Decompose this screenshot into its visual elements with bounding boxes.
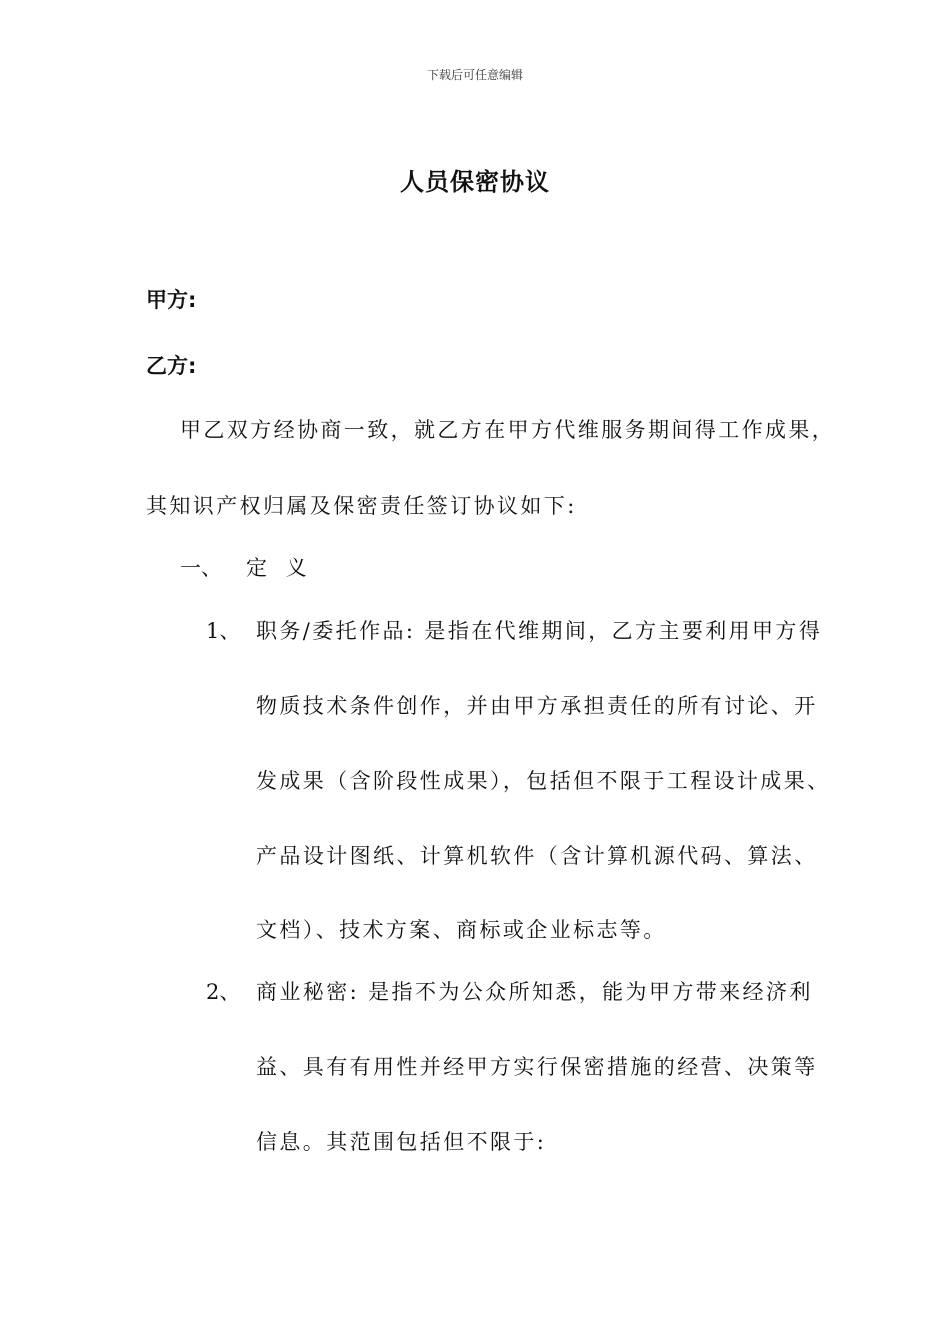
header-note: 下载后可任意编辑 bbox=[426, 68, 523, 82]
item-1-line-5: 文档）、技术方案、商标或企业标志等。 bbox=[256, 918, 667, 942]
item-1-line-4: 产品设计图纸、计算机软件（含计算机源代码、算法、 bbox=[256, 844, 818, 868]
item-1-line-3: 发成果（含阶段性成果），包括但不限于工程设计成果、 bbox=[256, 769, 831, 793]
item-1-number: 1、 bbox=[206, 619, 241, 643]
section-1-number: 一、 bbox=[180, 556, 222, 580]
item-2-number: 2、 bbox=[206, 980, 241, 1004]
party-a-label: 甲方: bbox=[146, 288, 197, 312]
document-title: 人员保密协议 bbox=[400, 168, 550, 196]
party-b-label: 乙方: bbox=[146, 354, 197, 378]
item-2-line-1: 商业秘密: 是指不为公众所知悉，能为甲方带来经济利 bbox=[256, 980, 813, 1004]
intro-line-1: 甲乙双方经协商一致，就乙方在甲方代维服务期间得工作成果， bbox=[180, 418, 836, 442]
item-1-line-2: 物质技术条件创作，并由甲方承担责任的所有讨论、开 bbox=[256, 694, 818, 718]
item-2-line-3: 信息。其范围包括但不限于: bbox=[256, 1130, 547, 1154]
intro-line-2: 其知识产权归属及保密责任签订协议如下: bbox=[146, 494, 577, 518]
item-2-line-2: 益、具有有用性并经甲方实行保密措施的经营、决策等 bbox=[256, 1055, 818, 1079]
section-1-heading: 定 义 bbox=[246, 556, 313, 580]
item-1-line-1: 职务/委托作品: 是指在代维期间，乙方主要利用甲方得 bbox=[256, 619, 823, 643]
